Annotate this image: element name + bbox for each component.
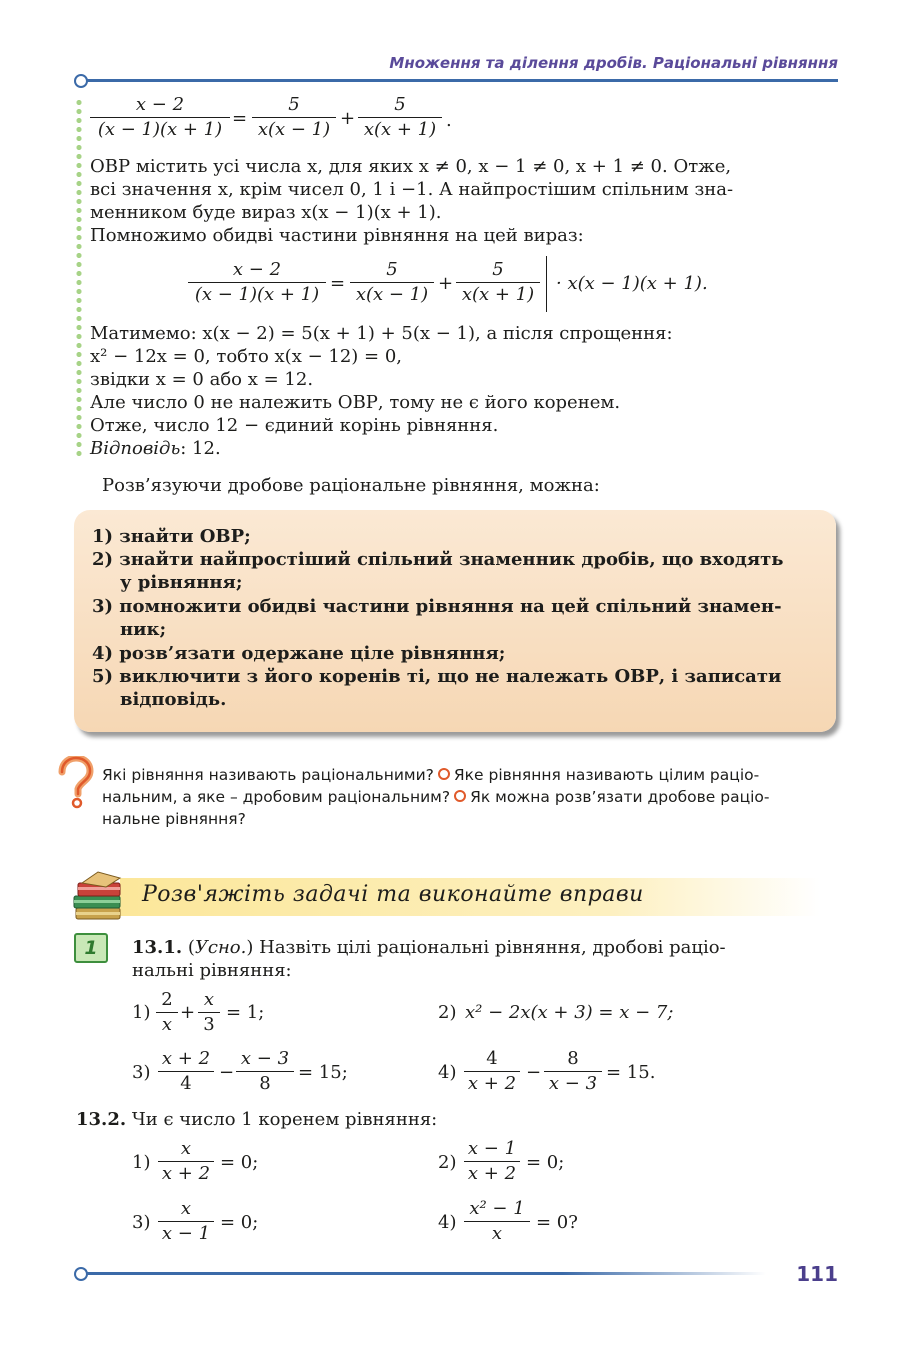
fraction: [456, 258, 540, 307]
item-label: 3): [132, 1212, 151, 1233]
denominator: x: [464, 1221, 530, 1246]
question-3-cont: нальне рівняння?: [102, 810, 246, 828]
equals-sign: =: [330, 273, 346, 294]
fraction: [188, 258, 326, 307]
item-label: 4): [438, 1212, 457, 1233]
text-line: Отже, число 12 − єдиний корінь рівняння.: [90, 415, 499, 436]
numerator: x − 1: [467, 1138, 517, 1159]
numerator: x − 2: [232, 259, 282, 280]
exercise-text: нальні рівняння:: [132, 960, 292, 981]
example-text-2: [90, 322, 840, 460]
exercise-number: 13.2.: [76, 1109, 127, 1130]
question-1: Які рівняння називають раціональними?: [102, 766, 434, 784]
algorithm-step-5: 5) виключити з його коренів ті, що не належать ОВР, і записати: [92, 666, 782, 687]
denominator: 4: [158, 1071, 214, 1096]
question-3: Як можна розв’язати дробове раціо-: [470, 788, 770, 806]
text-line: ОВР містить усі числа x, для яких x ≠ 0, x − 1 ≠ 0, x + 1 ≠ 0. Отже,: [90, 156, 732, 177]
numerator: x: [180, 1198, 192, 1219]
answer-value: : 12.: [180, 438, 221, 459]
right-side: = 0;: [220, 1212, 259, 1233]
oral-label: Усно.: [194, 937, 247, 958]
fraction: [156, 988, 178, 1037]
numerator: x + 2: [161, 1048, 211, 1069]
denominator: x − 3: [544, 1071, 602, 1096]
fraction: [158, 1197, 214, 1246]
algorithm-step-2-cont: у рівняння;: [120, 572, 243, 593]
algorithm-step-5-cont: відповідь.: [120, 689, 227, 710]
fraction: [198, 988, 220, 1037]
question-2-cont: нальним, а яке – дробовим раціональним?: [102, 788, 451, 806]
fraction: [350, 258, 434, 307]
header-rule: [86, 79, 838, 82]
exercise-13-2-text: [76, 1108, 437, 1131]
right-side: = 0;: [220, 1152, 259, 1173]
text-line: всі значення x, крім чисел 0, 1 і −1. А найпростішим спільним зна-: [90, 179, 734, 200]
equation-expression: x² − 2x(x + 3) = x − 7;: [465, 1002, 674, 1023]
item-label: 3): [132, 1062, 151, 1083]
item-label: 4): [438, 1062, 457, 1083]
fraction: [158, 1137, 214, 1186]
algorithm-step-3-cont: ник;: [120, 619, 167, 640]
denominator: (x − 1)(x + 1): [188, 282, 326, 307]
denominator: x(x − 1): [252, 117, 336, 142]
footer-rule: [86, 1272, 766, 1275]
fraction: [252, 93, 336, 142]
page-number: 111: [796, 1262, 838, 1286]
algorithm-step-2: 2) знайти найпростіший спільний знаменник дробів, що входять: [92, 549, 784, 570]
circle-bullet-icon: [454, 790, 466, 802]
denominator: x + 2: [464, 1071, 520, 1096]
item-label: 1): [132, 1152, 151, 1173]
numerator: 8: [567, 1048, 579, 1069]
numerator: x − 2: [135, 94, 185, 115]
exercise-number: 13.1.: [132, 937, 183, 958]
fraction: [158, 1047, 214, 1096]
numerator: 4: [486, 1048, 498, 1069]
numerator: 5: [288, 94, 300, 115]
fraction: [90, 93, 230, 142]
question-mark-icon: [54, 756, 94, 810]
algorithm-intro: Розв’язуючи дробове раціональне рівняння, можна:: [102, 475, 600, 496]
denominator: x(x + 1): [456, 282, 540, 307]
circle-bullet-icon: [438, 768, 450, 780]
text-line: менником буде вираз x(x − 1)(x + 1).: [90, 202, 442, 223]
multiply-bar: [546, 256, 547, 312]
algorithm-step-1: 1) знайти ОВР;: [92, 526, 251, 547]
text-line: Матимемо: x(x − 2) = 5(x + 1) + 5(x − 1), а після спрощення:: [90, 323, 673, 344]
question-2: Яке рівняння називають цілим раціо-: [453, 766, 760, 784]
text-line: звідки x = 0 або x = 12.: [90, 369, 314, 390]
algorithm-step-3: 3) помножити обидві частини рівняння на цей спільний знамен-: [92, 596, 782, 617]
books-icon: [72, 868, 128, 922]
item-label: 2): [438, 1002, 457, 1023]
denominator: 3: [198, 1012, 220, 1037]
denominator: x − 1: [158, 1221, 214, 1246]
plus-sign: +: [180, 1002, 196, 1023]
denominator: x + 2: [158, 1161, 214, 1186]
exercise-13-1-text: 13.1. (Усно.) Назвіть цілі раціональні рівняння, дробові раціо- нальні рівняння:: [132, 936, 842, 982]
numerator: x − 3: [240, 1048, 290, 1069]
example-text-1: [90, 155, 840, 247]
numerator: 5: [394, 94, 406, 115]
period: .: [446, 110, 452, 131]
item-label: 1): [132, 1002, 151, 1023]
text-line: x² − 12x = 0, тобто x(x − 12) = 0,: [90, 346, 402, 367]
text-line: Помножимо обидві частини рівняння на цей вираз:: [90, 225, 584, 246]
fraction: [544, 1047, 602, 1096]
fraction: [464, 1137, 520, 1186]
fraction: [464, 1047, 520, 1096]
minus-sign: −: [219, 1062, 235, 1083]
fraction: [236, 1047, 294, 1096]
right-side: = 0;: [526, 1152, 565, 1173]
plus-sign: +: [438, 273, 454, 294]
exercise-text: Чи є число 1 коренем рівняння:: [131, 1109, 438, 1130]
right-side: = 15.: [606, 1062, 656, 1083]
exercise-text: Назвіть цілі раціональні рівняння, дробові раціо-: [259, 937, 726, 958]
denominator: x + 2: [464, 1161, 520, 1186]
answer-line: [90, 437, 840, 460]
numerator: 5: [386, 259, 398, 280]
denominator: x(x − 1): [350, 282, 434, 307]
equals-sign: =: [232, 108, 248, 129]
numerator: x² − 1: [469, 1198, 525, 1219]
plus-sign: +: [340, 108, 356, 129]
right-side: = 15;: [298, 1062, 348, 1083]
algorithm-step-4: 4) розв’язати одержане ціле рівняння;: [92, 643, 506, 664]
denominator: x(x + 1): [358, 117, 442, 142]
right-side: = 1;: [226, 1002, 265, 1023]
denominator: 8: [236, 1071, 294, 1096]
denominator: (x − 1)(x + 1): [90, 117, 230, 142]
review-questions: [102, 764, 842, 830]
numerator: 2: [161, 989, 173, 1010]
answer-label: Відповідь: [90, 438, 181, 459]
numerator: 5: [492, 259, 504, 280]
difficulty-level-badge: 1: [74, 933, 108, 963]
running-header: Множення та ділення дробів. Раціональні рівняння: [389, 54, 838, 72]
fraction: [358, 93, 442, 142]
exercises-title: Розв'яжіть задачі та виконайте вправи: [142, 882, 644, 907]
multiplier-expression: · x(x − 1)(x + 1).: [556, 273, 708, 294]
example-margin-dots: [76, 98, 82, 460]
minus-sign: −: [526, 1062, 542, 1083]
text-line: Але число 0 не належить ОВР, тому не є його коренем.: [90, 392, 621, 413]
item-label: 2): [438, 1152, 457, 1173]
numerator: x: [203, 989, 215, 1010]
right-side: = 0?: [536, 1212, 578, 1233]
numerator: x: [180, 1138, 192, 1159]
fraction: [464, 1197, 530, 1246]
denominator: x: [156, 1012, 178, 1037]
